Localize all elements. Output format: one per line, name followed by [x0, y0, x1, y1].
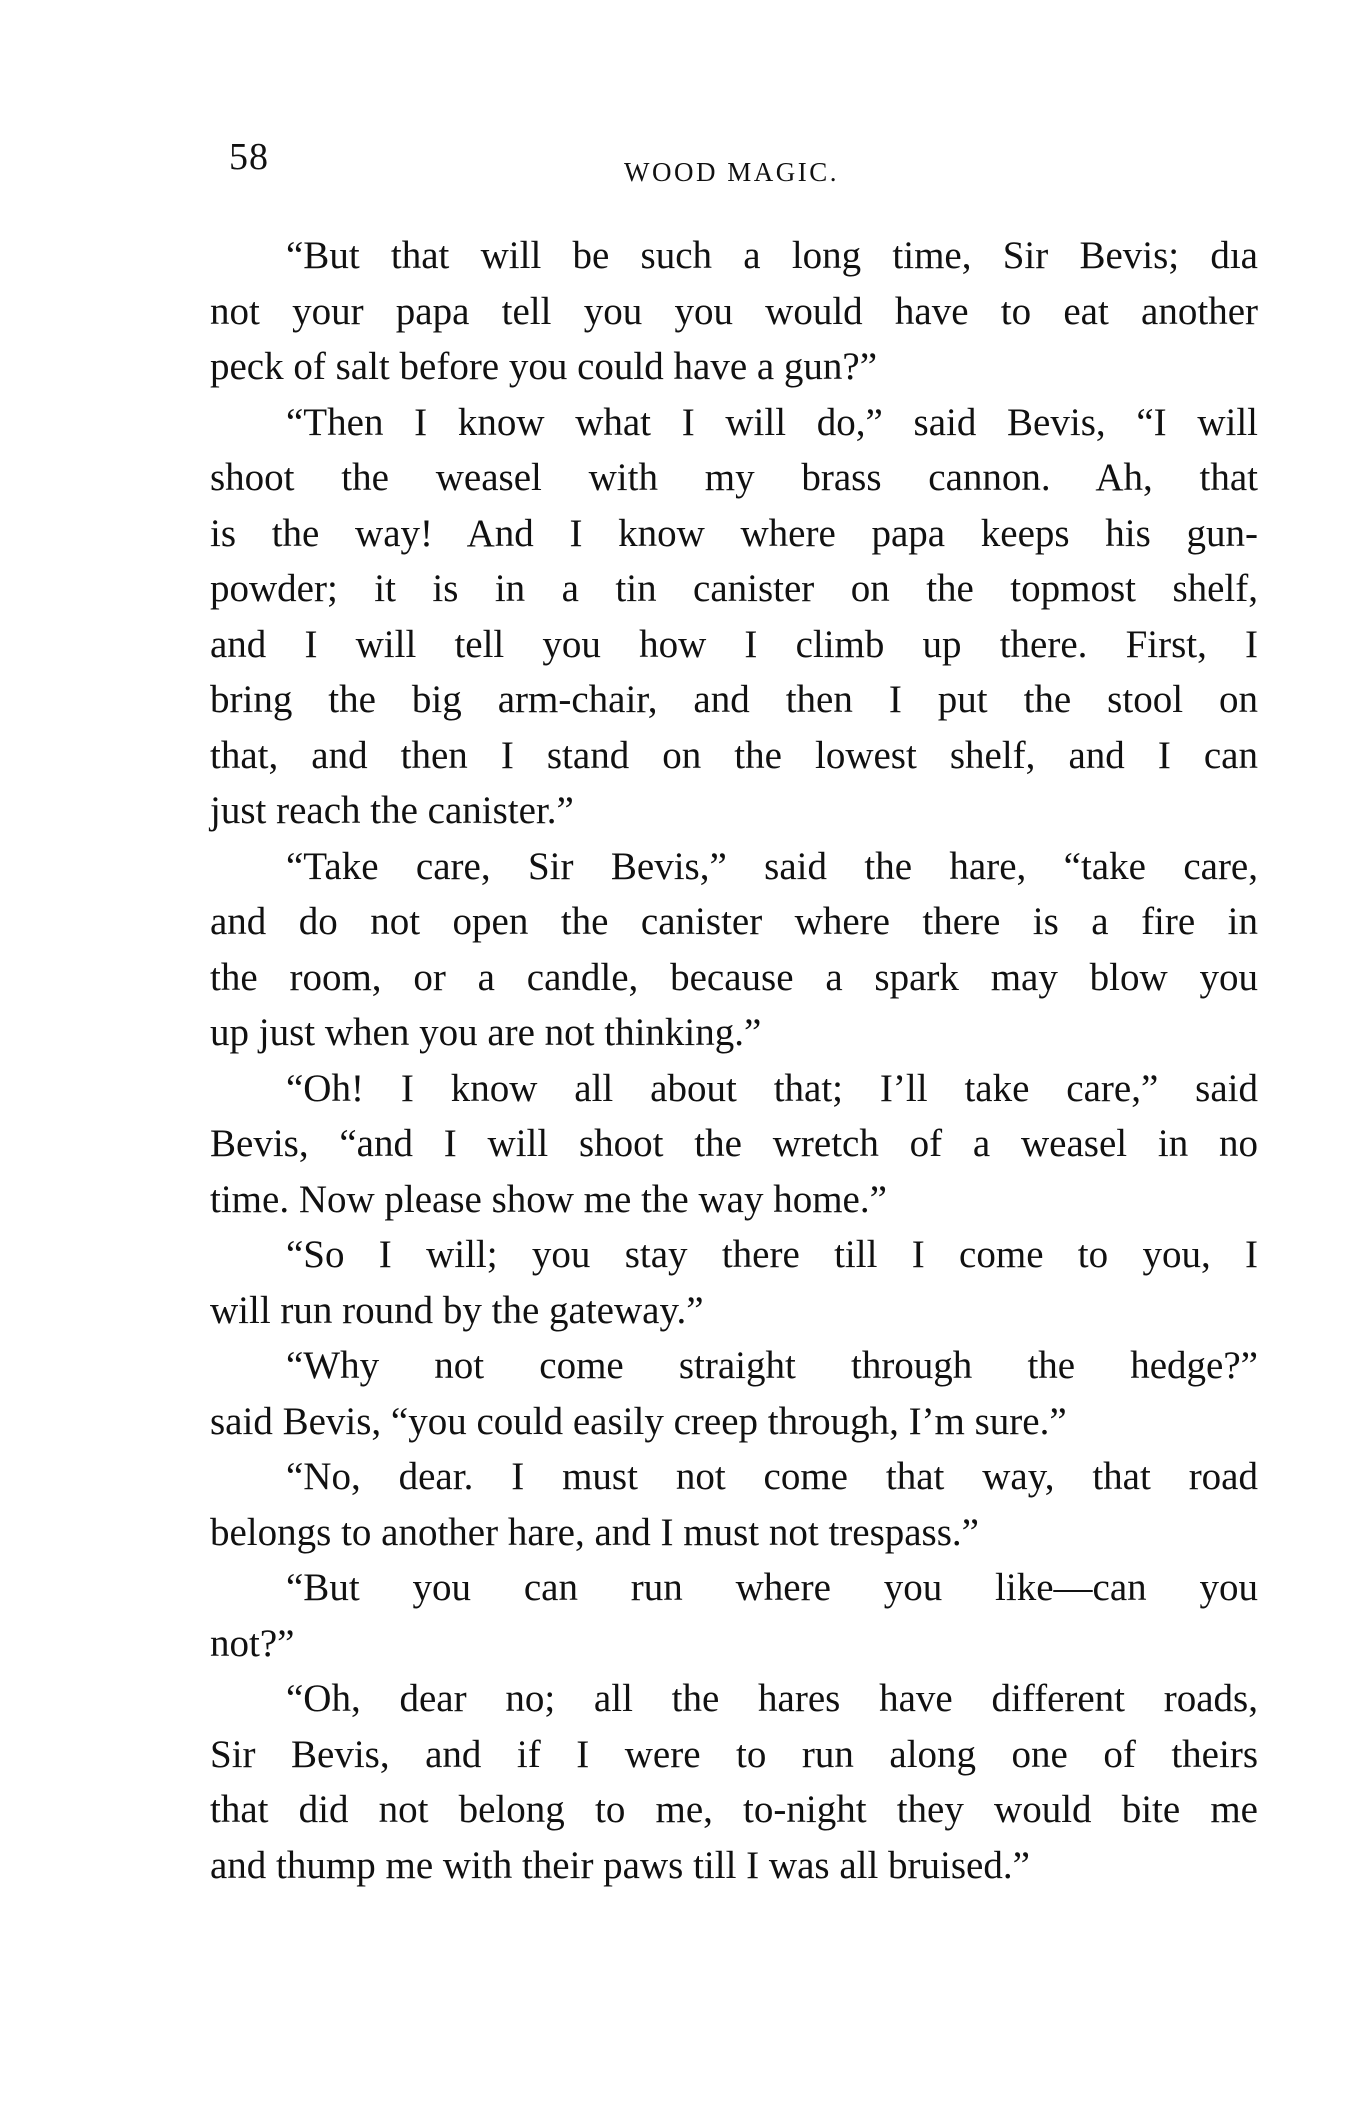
text-line: is the way! And I know where papa keeps his gun-: [210, 511, 1258, 555]
running-head: WOOD MAGIC.: [624, 157, 839, 187]
text-line: that, and then I stand on the lowest shelf, and I can: [210, 733, 1258, 777]
text-line: the room, or a candle, because a spark may blow you: [210, 955, 1258, 999]
text-line: “But that will be such a long time, Sir Bevis; dıa: [286, 234, 1258, 277]
text-line: “Take care, Sir Bevis,” said the hare, “take care,: [286, 844, 1258, 888]
text-line: peck of salt before you could have a gun?”: [210, 345, 878, 388]
body-text: [210, 228, 1258, 1893]
text-line: “So I will; you stay there till I come to you, I: [286, 1233, 1258, 1276]
text-line: “Oh, dear no; all the hares have different roads,: [286, 1677, 1258, 1720]
text-line: bring the big arm-chair, and then I put the stool on: [210, 678, 1258, 721]
text-line: belongs to another hare, and I must not trespass.”: [210, 1510, 979, 1554]
page-number: 58: [229, 136, 269, 178]
text-line: not your papa tell you you would have to eat another: [210, 289, 1258, 333]
text-line: just reach the canister.”: [210, 789, 574, 832]
text-line: Sir Bevis, and if I were to run along one of theirs: [210, 1732, 1258, 1776]
text-line: that did not belong to me, to-night they would bite me: [210, 1788, 1258, 1831]
text-line: “No, dear. I must not come that way, that road: [286, 1455, 1258, 1498]
text-line: and thump me with their paws till I was all bruised.”: [210, 1843, 1030, 1887]
text-line: not?”: [210, 1621, 295, 1665]
text-line: and do not open the canister where there is a fire in: [210, 900, 1258, 943]
text-line: and I will tell you how I climb up there. First, I: [210, 622, 1258, 666]
text-line: Bevis, “and I will shoot the wretch of a weasel in no: [210, 1122, 1258, 1165]
text-line: “But you can run where you like—can you: [286, 1566, 1258, 1609]
text-line: up just when you are not thinking.”: [210, 1011, 762, 1054]
text-line: will run round by the gateway.”: [210, 1288, 704, 1332]
text-line: shoot the weasel with my brass cannon. Ah, that: [210, 456, 1258, 499]
page-header: [229, 135, 1249, 195]
text-line: time. Now please show me the way home.”: [210, 1177, 887, 1221]
text-line: “Oh! I know all about that; I’ll take care,” said: [286, 1066, 1258, 1110]
text-line: “Then I know what I will do,” said Bevis, “I will: [286, 400, 1258, 444]
text-line: powder; it is in a tin canister on the topmost shelf,: [210, 567, 1258, 610]
text-line: said Bevis, “you could easily creep through, I’m sure.”: [210, 1399, 1067, 1443]
text-line: “Why not come straight through the hedge?”: [286, 1344, 1258, 1387]
